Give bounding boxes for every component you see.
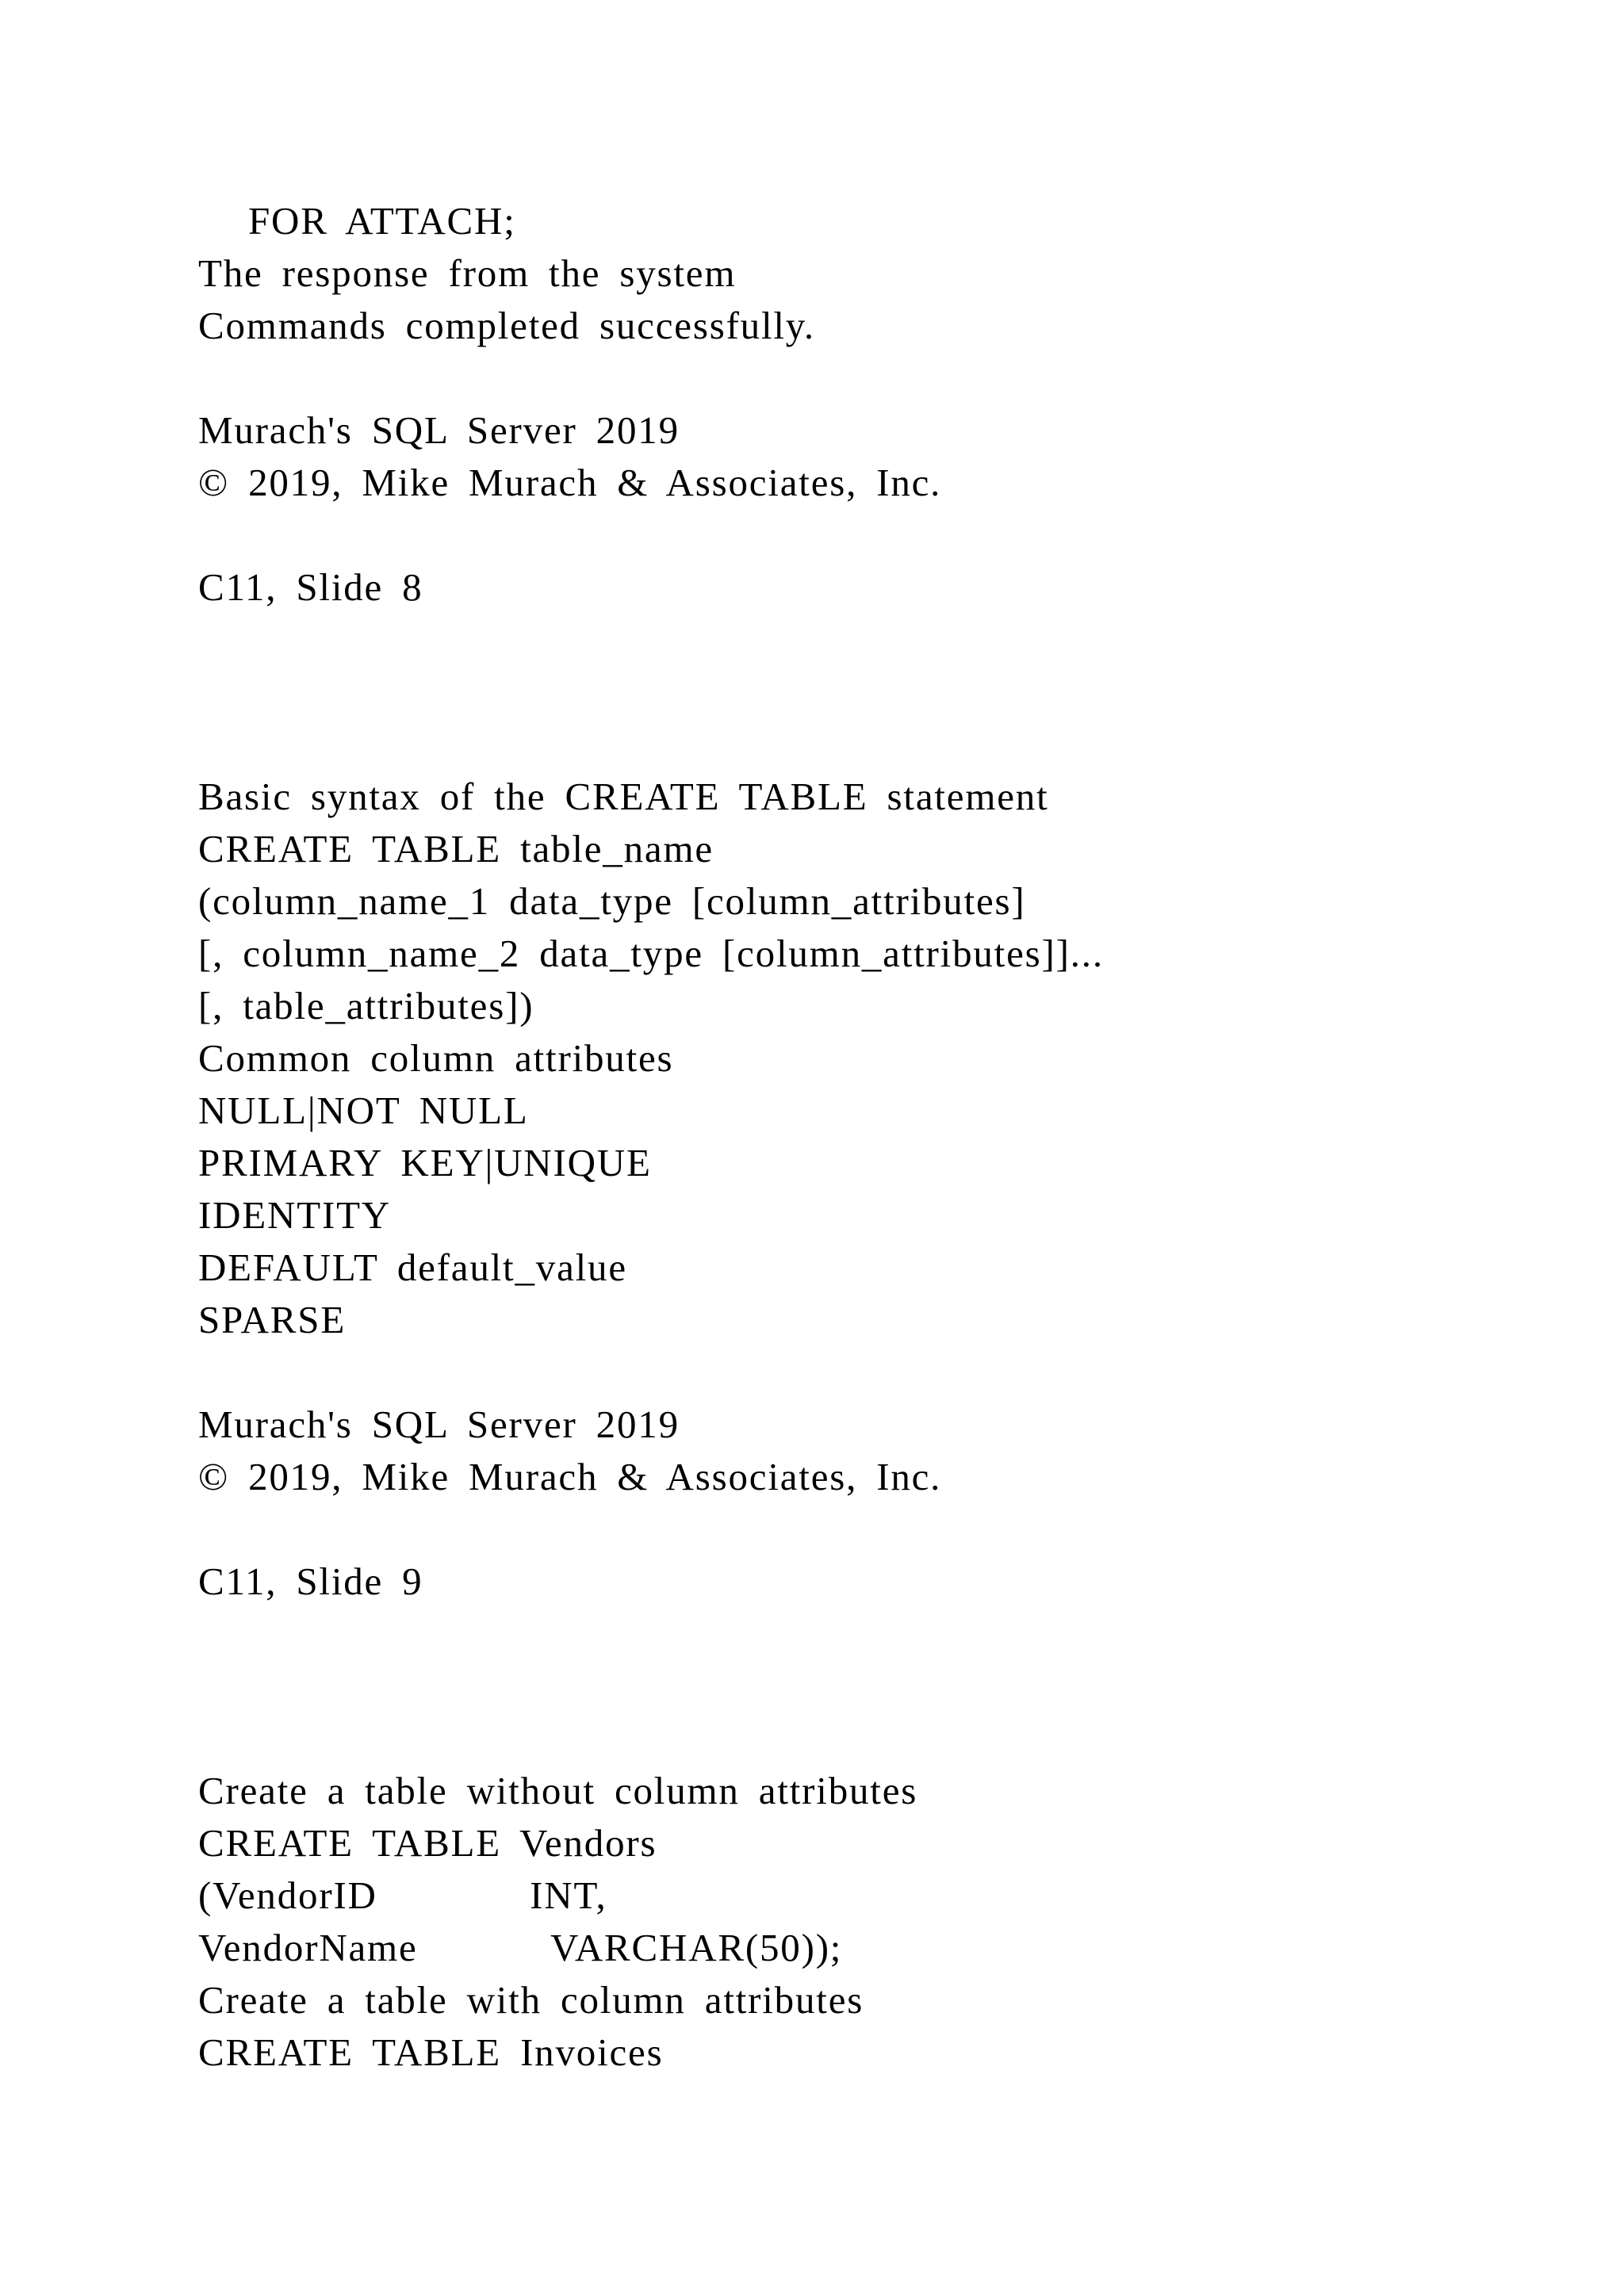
footer-copyright: © 2019, Mike Murach & Associates, Inc. xyxy=(198,1455,942,1498)
syntax-line: [, column_name_2 data_type [column_attributes]]... xyxy=(198,932,1104,975)
code-line: CREATE TABLE Invoices xyxy=(198,2030,664,2074)
footer-copyright: © 2019, Mike Murach & Associates, Inc. xyxy=(198,461,942,504)
code-line: VendorName VARCHAR(50)); xyxy=(198,1926,843,1969)
code-line: CREATE TABLE Vendors xyxy=(198,1821,657,1865)
attribute-item: NULL|NOT NULL xyxy=(198,1089,529,1132)
footer-book-title: Murach's SQL Server 2019 xyxy=(198,1402,680,1446)
code-line: (VendorID INT, xyxy=(198,1873,607,1917)
response-label: The response from the system xyxy=(198,251,737,295)
response-text: Commands completed successfully. xyxy=(198,304,815,347)
syntax-line: (column_name_1 data_type [column_attributes] xyxy=(198,879,1026,923)
footer-book-title: Murach's SQL Server 2019 xyxy=(198,408,680,452)
attribute-item: SPARSE xyxy=(198,1298,347,1341)
attribute-item: DEFAULT default_value xyxy=(198,1246,627,1289)
syntax-line: CREATE TABLE table_name xyxy=(198,827,714,871)
section-heading: Basic syntax of the CREATE TABLE statement xyxy=(198,775,1049,818)
section-heading: Create a table with column attributes xyxy=(198,1978,864,2022)
syntax-line: [, table_attributes]) xyxy=(198,984,534,1027)
slide-number: C11, Slide 8 xyxy=(198,565,423,609)
attribute-item: PRIMARY KEY|UNIQUE xyxy=(198,1141,652,1184)
attributes-heading: Common column attributes xyxy=(198,1036,674,1080)
section-heading: Create a table without column attributes xyxy=(198,1769,918,1812)
code-line-for-attach: FOR ATTACH; xyxy=(248,199,516,243)
slide-number: C11, Slide 9 xyxy=(198,1559,423,1603)
attribute-item: IDENTITY xyxy=(198,1193,391,1237)
